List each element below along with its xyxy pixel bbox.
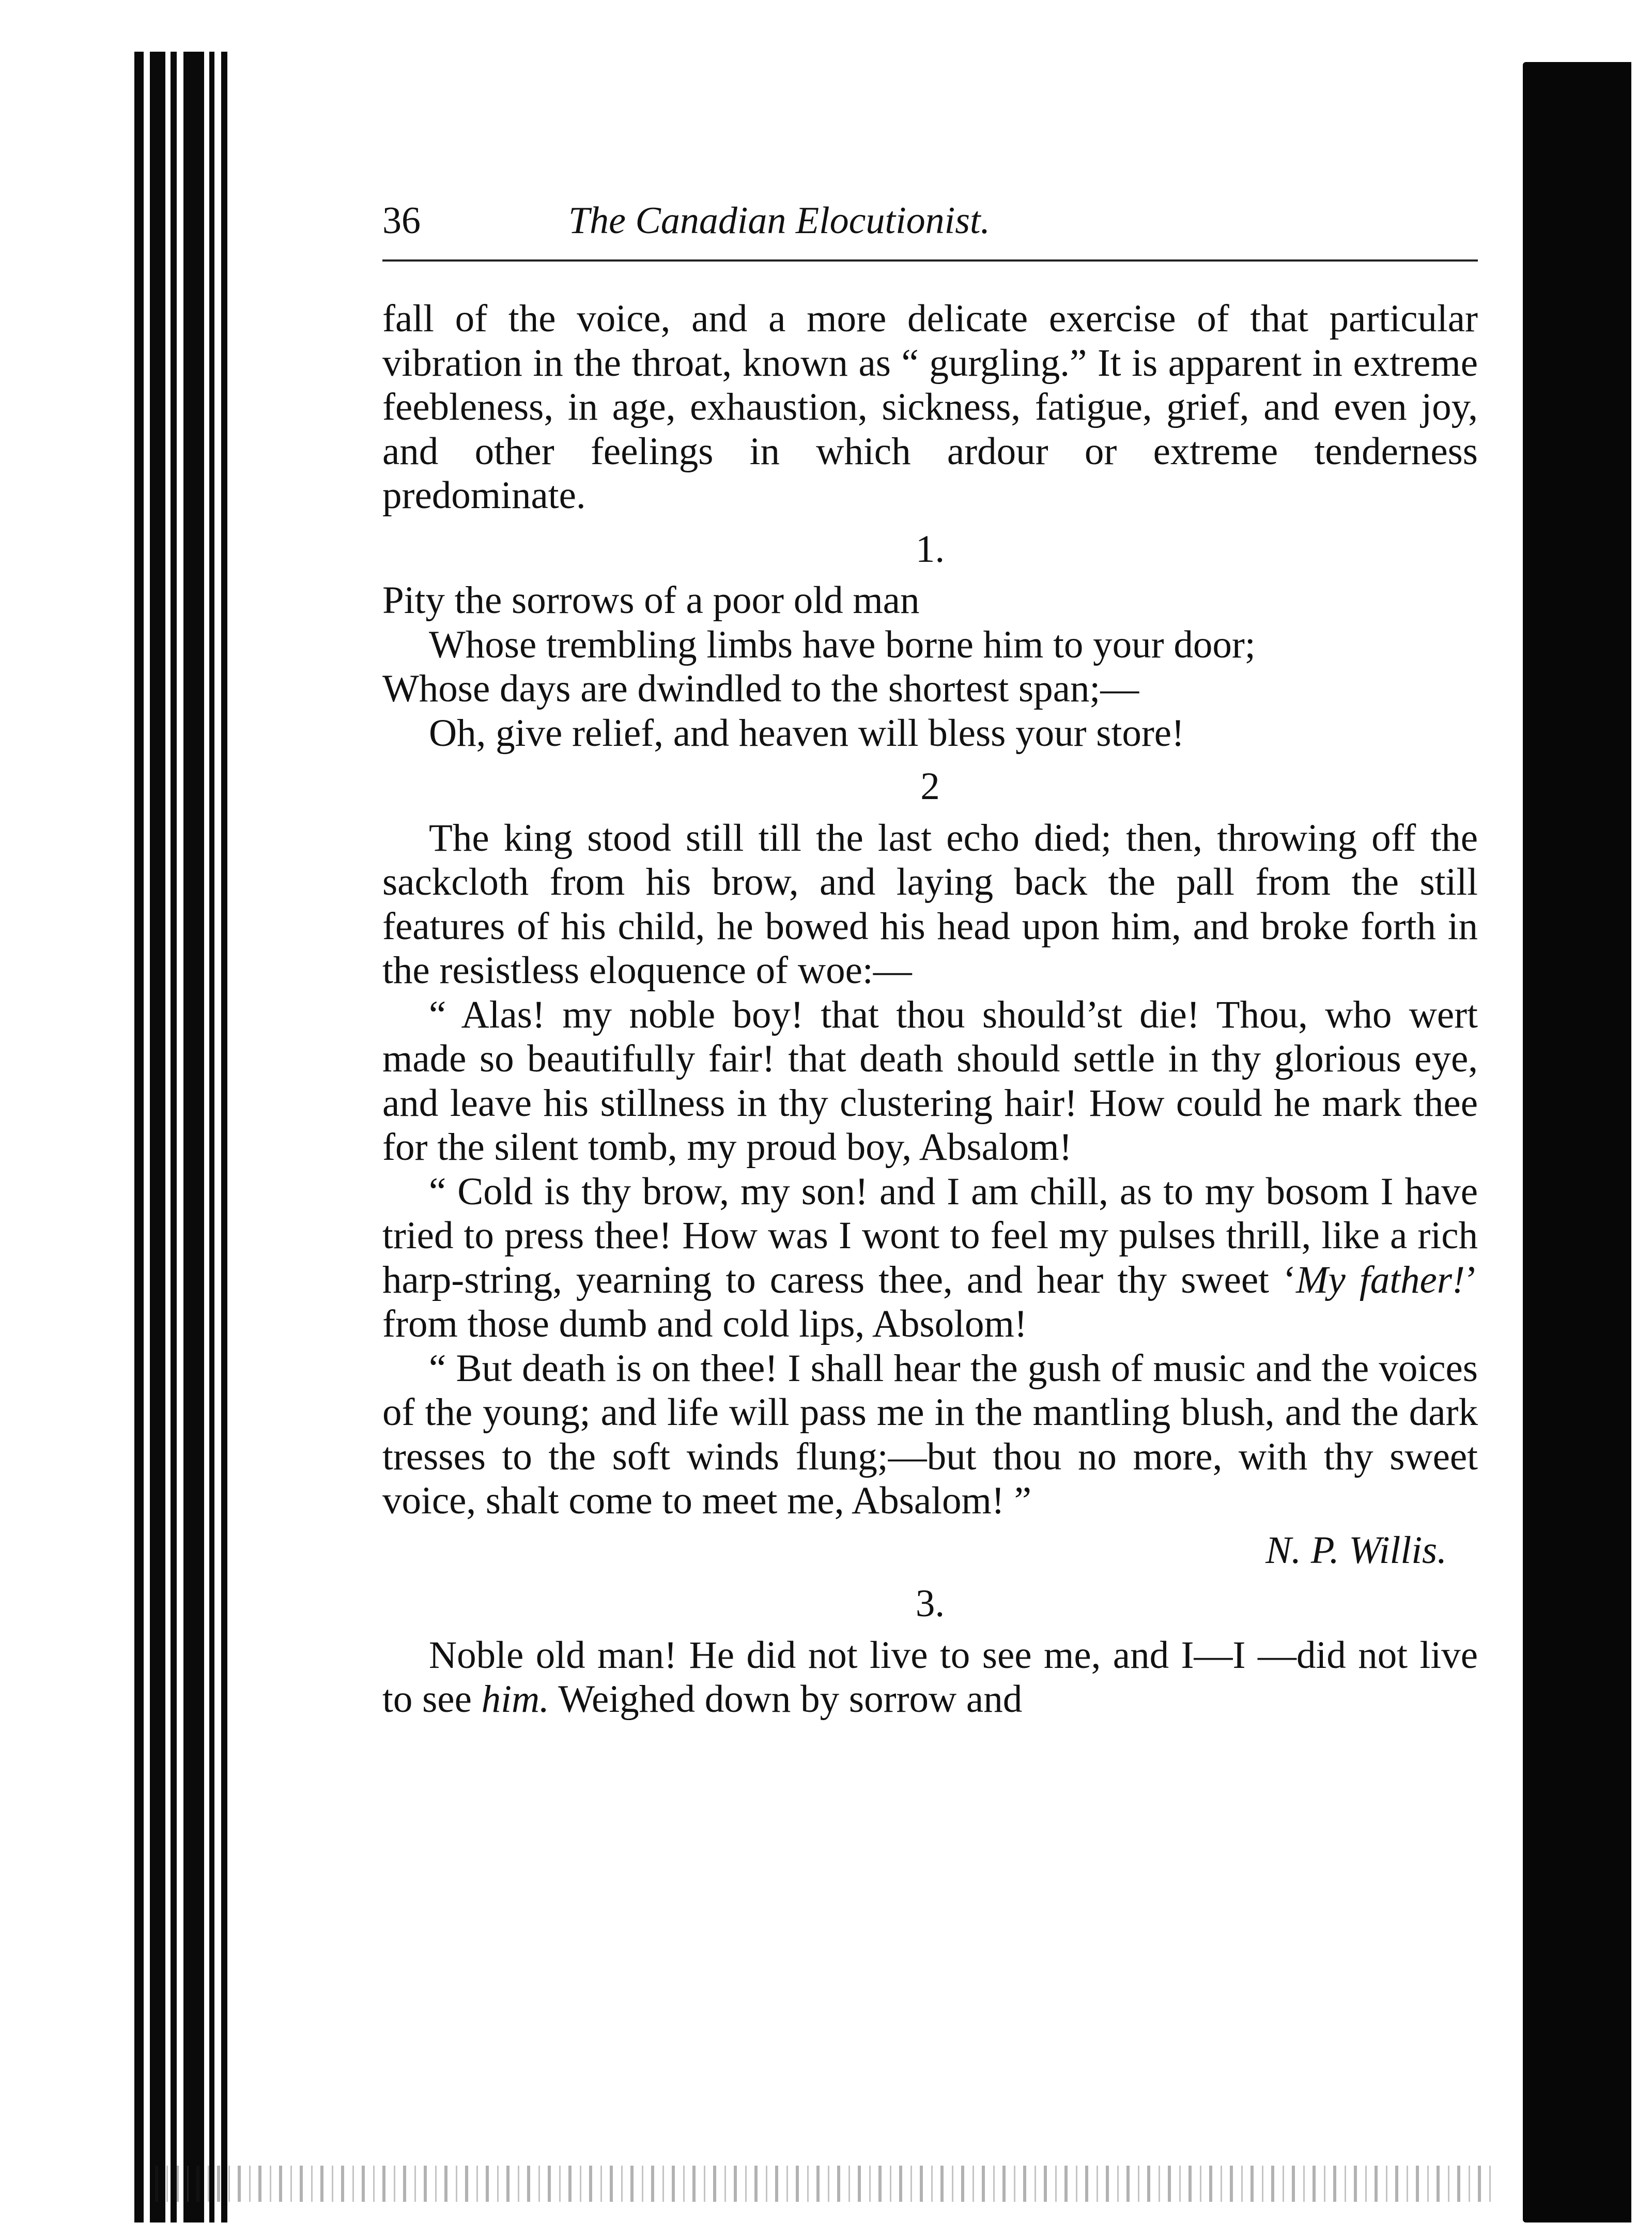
poem-line: Pity the sorrows of a poor old man <box>382 579 920 622</box>
poem-line: Whose days are dwindled to the shortest span;— <box>382 667 1139 710</box>
poem-line: Oh, give relief, and heaven will bless your store! <box>429 711 1185 755</box>
book-page <box>382 202 1478 1722</box>
prose-paragraph: The king stood still till the last echo died; then, throwing off the sackcloth from his brow, and laying back the pall from the still features of his child, he bowed his head upon him, and broke forth in the resistless eloquence of woe:— <box>382 816 1478 992</box>
prose-paragraph <box>382 1633 1478 1722</box>
poem-line: Whose trembling limbs have borne him to your door; <box>429 623 1256 666</box>
text-run: “ Cold is thy brow, my son! and I am chill, as to my bosom I have tried to press thee! How was I wont to feel my pulses thrill, like a rich harp-string, yearning to caress thee, and hear thy sweet ‘ <box>382 1170 1478 1301</box>
page-header <box>382 202 1478 262</box>
italic-text: him. <box>481 1678 549 1721</box>
scan-dark-edge <box>1523 62 1631 2222</box>
prose-paragraph: “ Alas! my noble boy! that thou should’st die! Thou, who wert made so beautifully fair! that death should settle in thy glorious eye, and leave his stillness in thy clustering hair! How could he mark thee for the silent tomb, my proud boy, Absalom! <box>382 993 1478 1169</box>
scan-bottom-noise <box>155 2166 1499 2202</box>
text-run: ’ from those dumb and cold lips, Absolom! <box>382 1258 1478 1345</box>
scan-binding-edge <box>78 52 227 2222</box>
running-title: The Canadian Elocutionist. <box>568 200 991 242</box>
italic-text: My father! <box>1296 1258 1465 1301</box>
attribution: N. P. Willis. <box>1265 1528 1447 1572</box>
page-body <box>382 297 1478 1722</box>
text-run: Noble old man! He did not live to see me, and I—I —did not live to see <box>382 1633 1478 1721</box>
prose-paragraph <box>382 1170 1478 1346</box>
poem <box>382 578 1478 755</box>
section-number-1: 1. <box>915 527 945 571</box>
section-number-3: 3. <box>915 1582 945 1625</box>
intro-paragraph: fall of the voice, and a more delicate exercise of that particular vibration in the throat, known as “ gurgling.” It is apparent in extreme feebleness, in age, exhaustion, sickness, fatigue, grief, and even joy, and other feelings in which ardour or extreme tenderness predominate. <box>382 297 1478 517</box>
section-number-2: 2 <box>920 765 940 808</box>
prose-paragraph: “ But death is on thee! I shall hear the gush of music and the voices of the young; and life will pass me in the mantling blush, and the dark tresses to the soft winds flung;—but thou no more, with thy sweet voice, shalt come to meet me, Absalom! ” <box>382 1346 1478 1522</box>
page-number: 36 <box>382 200 421 242</box>
text-run: Weighed down by sorrow and <box>558 1678 1023 1721</box>
